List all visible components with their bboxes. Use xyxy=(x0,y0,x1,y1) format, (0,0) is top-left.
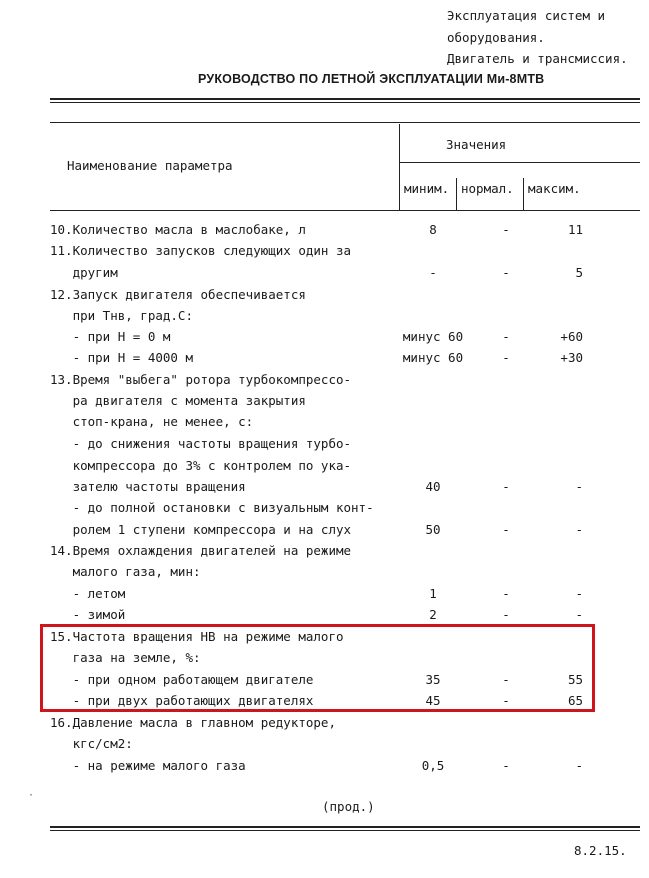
footer-rule-bottom xyxy=(50,830,640,831)
row-label: 11.Количество запусков следующих один за xyxy=(50,243,352,258)
row-label: - зимой xyxy=(50,607,126,622)
row-label: 10.Количество масла в маслобаке, л xyxy=(50,222,306,237)
continued-label: (прод.) xyxy=(322,799,375,814)
row-max-value: +30 xyxy=(560,350,583,365)
values-subrule xyxy=(399,162,640,163)
row-max-value: - xyxy=(575,586,583,601)
table-row xyxy=(0,564,649,585)
table-row xyxy=(0,458,649,479)
table-row xyxy=(0,586,649,607)
table-row xyxy=(0,436,649,457)
row-norm-value: - xyxy=(502,265,510,280)
table-row xyxy=(0,715,649,736)
row-label: при Тнв, град.С: xyxy=(50,308,193,323)
row-norm-value: - xyxy=(502,758,510,773)
row-label: - до снижения частоты вращения турбо- xyxy=(50,436,352,451)
table-row xyxy=(0,758,649,779)
header-max: максим. xyxy=(528,181,581,196)
table-header-rule xyxy=(50,210,640,211)
header-min: миним. xyxy=(404,181,450,196)
table-row xyxy=(0,243,649,264)
row-norm-value: - xyxy=(502,522,510,537)
row-norm-value: - xyxy=(502,350,510,365)
row-max-value: - xyxy=(575,758,583,773)
row-label: стоп-крана, не менее, с: xyxy=(50,414,254,429)
page-number: 8.2.15. xyxy=(574,843,627,858)
header-param-name: Наименование параметра xyxy=(67,158,233,173)
row-max-value: 11 xyxy=(567,222,583,237)
row-label: компрессора до 3% с контролем по ука- xyxy=(50,458,352,473)
row-max-value: 55 xyxy=(567,672,583,687)
table-row xyxy=(0,350,649,371)
highlight-box xyxy=(40,624,595,712)
row-label: ра двигателя с момента закрытия xyxy=(50,393,306,408)
row-label: 12.Запуск двигателя обеспечивается xyxy=(50,287,306,302)
row-min-value: 45 xyxy=(425,693,441,708)
row-max-value: 65 xyxy=(567,693,583,708)
row-min-value: 0,5 xyxy=(421,758,445,773)
header-values: Значения xyxy=(446,137,507,152)
row-max-value: +60 xyxy=(560,329,583,344)
row-min-value: 2 xyxy=(429,607,437,622)
table-row xyxy=(0,500,649,521)
row-min-value: минус 60 xyxy=(402,350,464,365)
table-row xyxy=(0,414,649,435)
row-max-value: - xyxy=(575,607,583,622)
row-label: - при одном работающем двигателе xyxy=(50,672,314,687)
row-label: ролем 1 ступени компрессора и на слух xyxy=(50,522,352,537)
row-label: 14.Время охлаждения двигателей на режиме xyxy=(50,543,352,558)
row-norm-value: - xyxy=(502,693,510,708)
table-divider-min xyxy=(456,178,457,210)
row-label: - до полной остановки с визуальным конт- xyxy=(50,500,374,515)
row-max-value: 5 xyxy=(575,265,583,280)
table-row xyxy=(0,393,649,414)
row-min-value: 8 xyxy=(429,222,437,237)
row-label: - при Н = 0 м xyxy=(50,329,171,344)
row-label: 16.Давление масла в главном редукторе, xyxy=(50,715,336,730)
row-label: - при Н = 4000 м xyxy=(50,350,193,365)
footer-rule-top xyxy=(50,826,640,828)
row-label: - летом xyxy=(50,586,126,601)
table-row xyxy=(0,222,649,243)
row-label: зателю частоты вращения xyxy=(50,479,246,494)
table-row xyxy=(0,329,649,350)
table-top-rule xyxy=(50,122,640,123)
row-min-value: минус 60 xyxy=(402,329,464,344)
row-min-value: 40 xyxy=(425,479,441,494)
table-row xyxy=(0,372,649,393)
row-label: - при двух работающих двигателях xyxy=(50,693,314,708)
row-label: - на режиме малого газа xyxy=(50,758,246,773)
row-norm-value: - xyxy=(502,222,510,237)
row-max-value: - xyxy=(575,522,583,537)
table-row xyxy=(0,543,649,564)
table-divider-norm xyxy=(523,178,524,210)
row-min-value: - xyxy=(429,265,437,280)
title-rule-top xyxy=(50,98,640,100)
row-min-value: 35 xyxy=(425,672,441,687)
row-min-value: 50 xyxy=(425,522,441,537)
row-label: 15.Частота вращения НВ на режиме малого xyxy=(50,629,344,644)
table-row xyxy=(0,308,649,329)
header-norm: нормал. xyxy=(461,181,514,196)
row-label: другим xyxy=(50,265,118,280)
row-norm-value: - xyxy=(502,479,510,494)
row-norm-value: - xyxy=(502,672,510,687)
row-norm-value: - xyxy=(502,329,510,344)
row-label: кгс/см2: xyxy=(50,736,133,751)
table-row xyxy=(0,522,649,543)
row-norm-value: - xyxy=(502,607,510,622)
header-line-2: оборудования. xyxy=(447,30,545,45)
table-row xyxy=(0,479,649,500)
header-line-1: Эксплуатация систем и xyxy=(447,8,606,23)
table-row xyxy=(0,265,649,286)
row-norm-value: - xyxy=(502,586,510,601)
header-line-3: Двигатель и трансмиссия. xyxy=(447,51,628,66)
row-label: газа на земле, %: xyxy=(50,650,201,665)
table-row xyxy=(0,736,649,757)
row-label: малого газа, мин: xyxy=(50,564,201,579)
table-divider-param xyxy=(399,124,400,210)
row-label: 13.Время "выбега" ротора турбокомпрессо- xyxy=(50,372,352,387)
document-title: РУКОВОДСТВО ПО ЛЕТНОЙ ЭКСПЛУАТАЦИИ Ми-8МТВ xyxy=(198,72,545,86)
table-row xyxy=(0,287,649,308)
margin-mark: · xyxy=(28,790,35,801)
row-min-value: 1 xyxy=(429,586,437,601)
title-rule-bottom xyxy=(50,102,640,103)
row-max-value: - xyxy=(575,479,583,494)
